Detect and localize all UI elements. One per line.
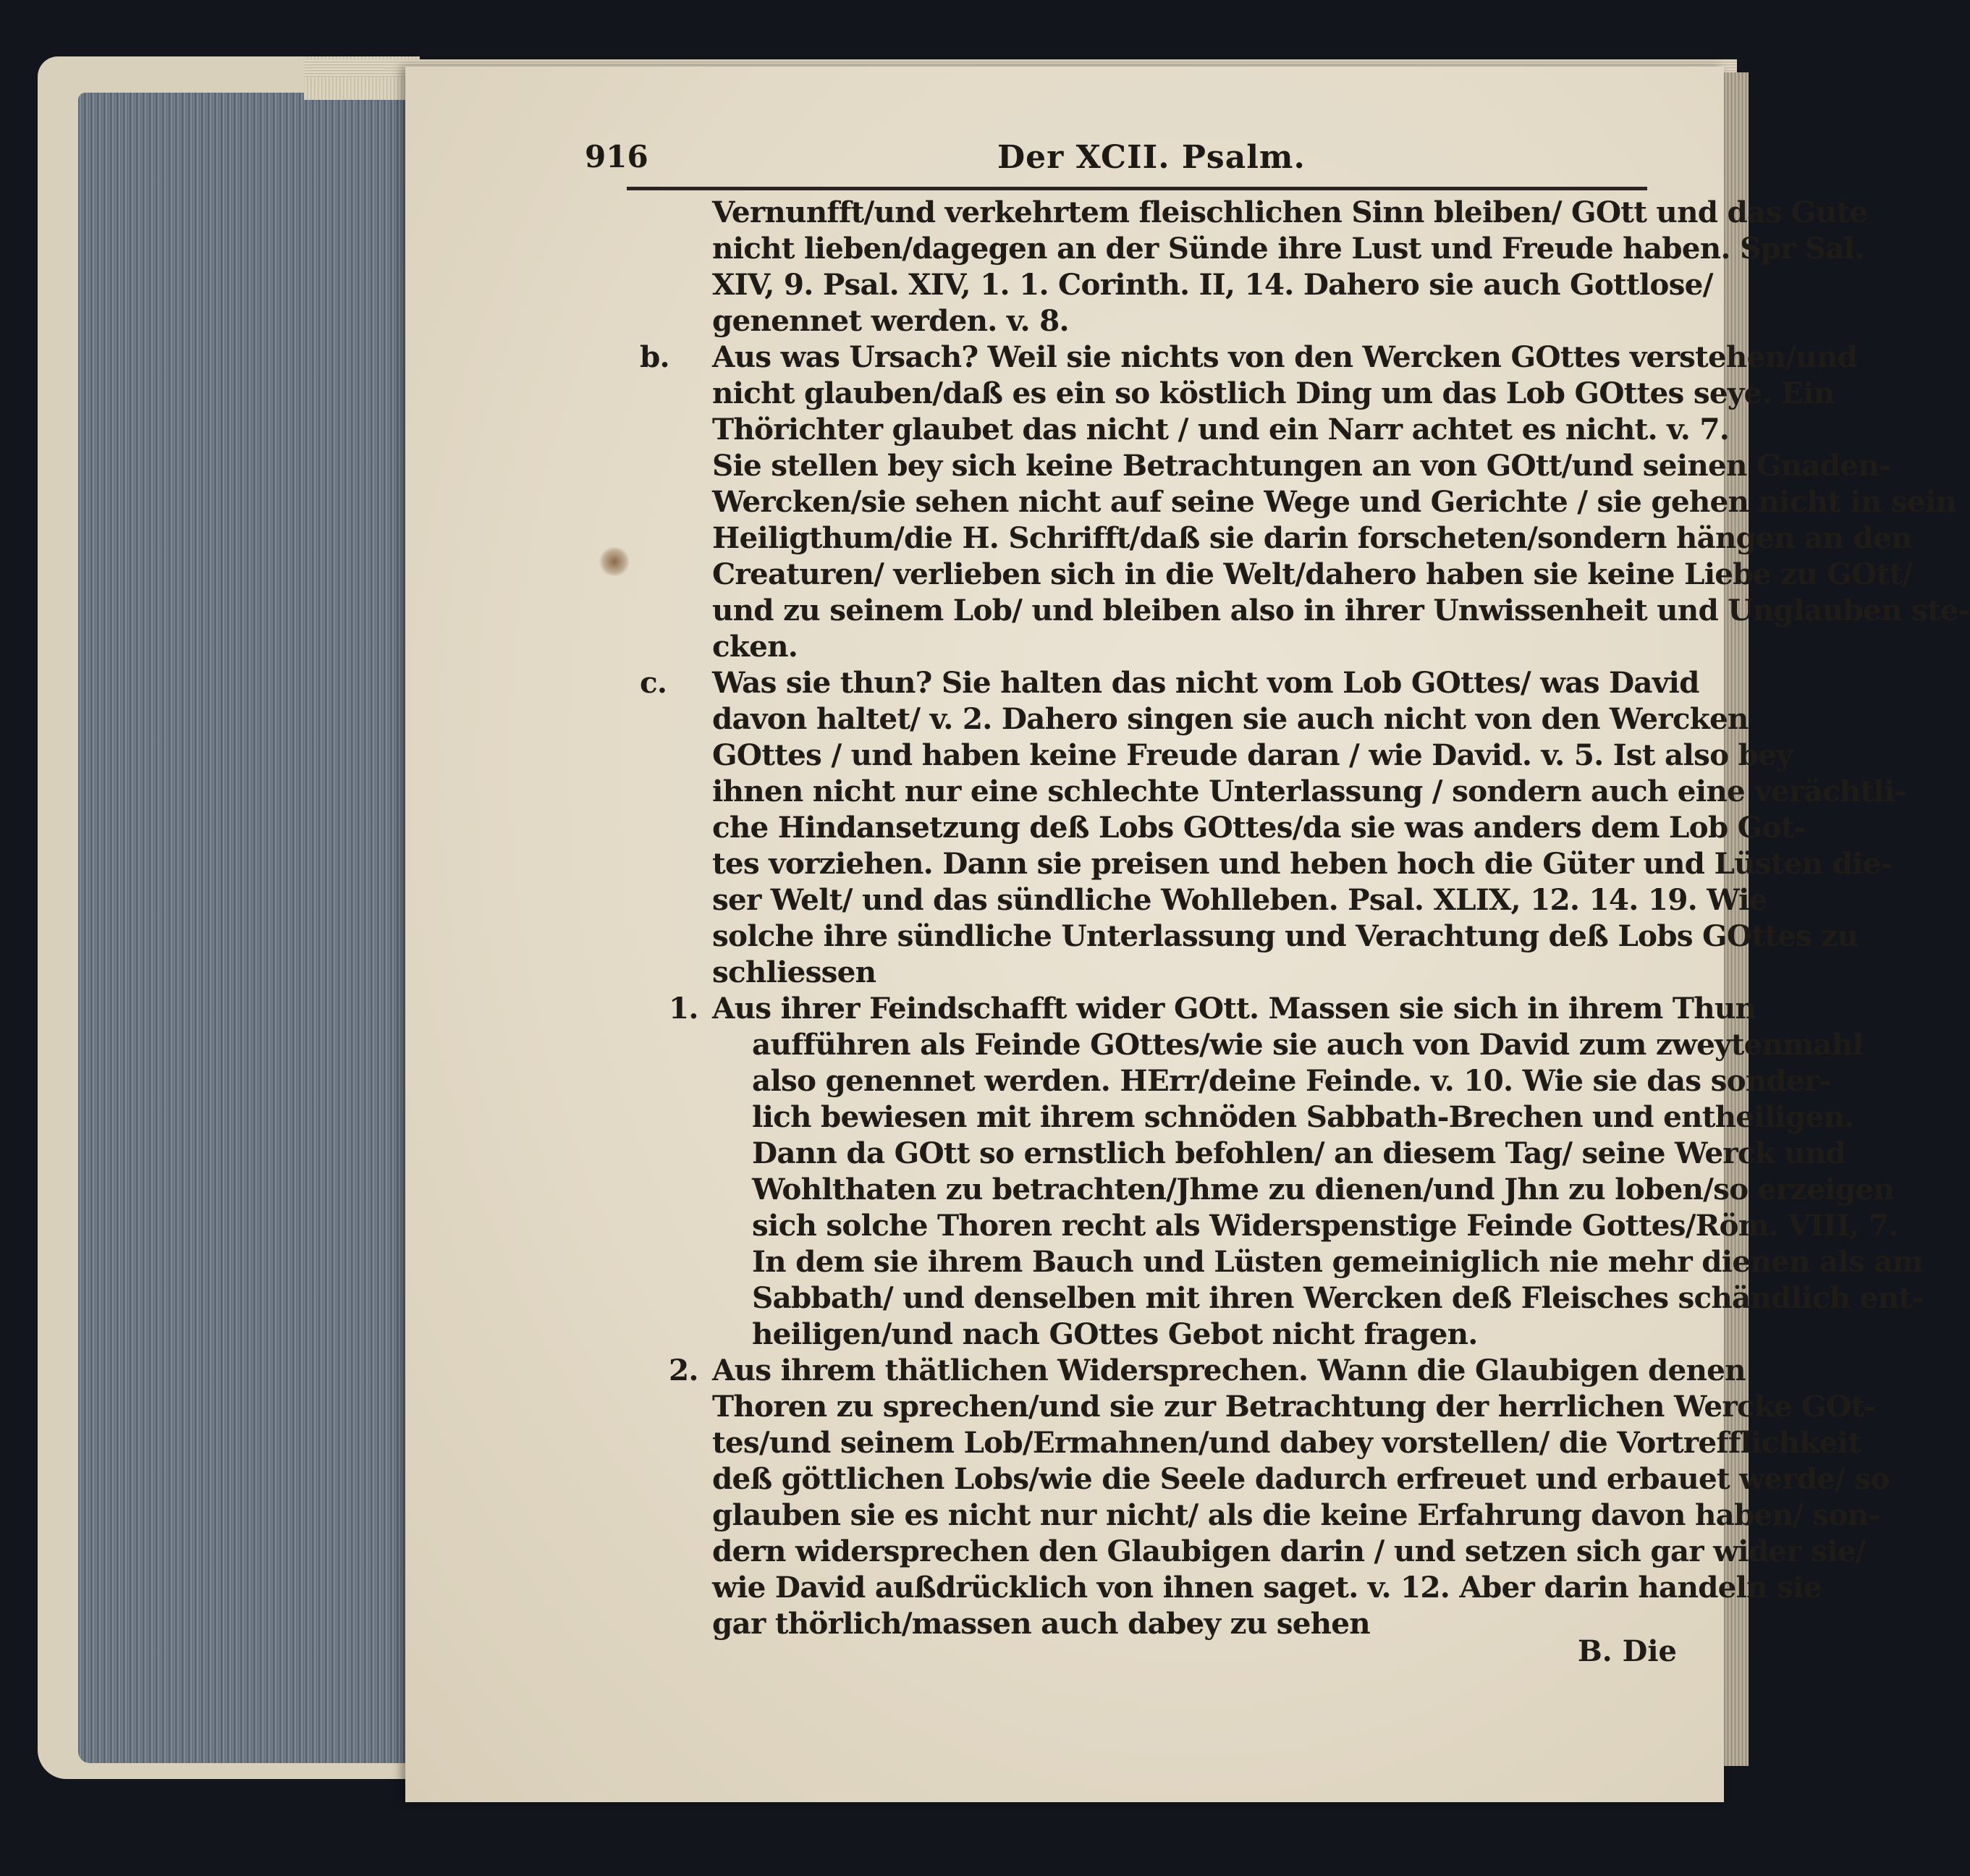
text-line: also genennet werden. HErr/deine Feinde. v. 10. Wie sie das sonder- — [752, 1063, 1831, 1098]
text-line: davon haltet/ v. 2. Dahero singen sie auch nicht von den Wercken — [712, 701, 1749, 736]
marker-b: b. — [640, 339, 669, 374]
marker-2: 2. — [669, 1353, 698, 1387]
text-line: GOttes / und haben keine Freude daran / wie David. v. 5. Ist also bey — [712, 738, 1793, 772]
marker-1: 1. — [669, 991, 698, 1026]
text-line: Was sie thun? Sie halten das nicht vom Lob GOttes/ was David — [712, 665, 1699, 700]
text-line: deß göttlichen Lobs/wie die Seele dadurch erfreuet und erbauet werde/ so — [712, 1461, 1890, 1496]
text-line: Creaturen/ verlieben sich in die Welt/dahero haben sie keine Liebe zu GOtt/ — [712, 557, 1913, 591]
text-line: tes/und seinem Lob/Ermahnen/und dabey vorstellen/ die Vortrefflichkeit — [712, 1425, 1861, 1460]
marker-c: c. — [640, 665, 667, 700]
section-c — [640, 664, 1699, 701]
text-line: schliessen — [712, 955, 876, 989]
text-line: Aus ihrer Feindschafft wider GOtt. Massen sie sich in ihrem Thun — [712, 991, 1756, 1026]
text-line: glauben sie es nicht nur nicht/ als die keine Erfahrung davon haben/ son- — [712, 1497, 1880, 1532]
paper-stain — [598, 547, 631, 576]
text-line: cken. — [712, 629, 798, 664]
section-b — [640, 339, 1857, 375]
text-line: Vernunfft/und verkehrtem fleischlichen Sinn bleiben/ GOtt und das Gute — [712, 195, 1868, 229]
section-2 — [640, 1352, 1746, 1388]
text-line: Thoren zu sprechen/und sie zur Betrachtung der herrlichen Wercke GOt- — [712, 1389, 1876, 1424]
text-line: In dem sie ihrem Bauch und Lüsten gemeiniglich nie mehr dienen als am — [752, 1244, 1923, 1279]
text-line: nicht glauben/daß es ein so köstlich Ding um das Lob GOttes seye. Ein — [712, 376, 1835, 410]
page-number: 916 — [585, 139, 648, 174]
text-line: Aus was Ursach? Weil sie nichts von den Wercken GOttes verstehen/und — [712, 339, 1857, 374]
running-title: Der XCII. Psalm. — [997, 139, 1306, 176]
text-line: Heiligthum/die H. Schrifft/daß sie darin forscheten/sondern hängen an den — [712, 520, 1912, 555]
text-line: ihnen nicht nur eine schlechte Unterlassung / sondern auch eine verächtli- — [712, 774, 1906, 808]
text-line: wie David außdrücklich von ihnen saget. v. 12. Aber darin handeln sie — [712, 1570, 1822, 1605]
body-text — [640, 194, 1970, 1642]
text-line: heiligen/und nach GOttes Gebot nicht fragen. — [752, 1317, 1478, 1351]
text-line: Dann da GOtt so ernstlich befohlen/ an diesem Tag/ seine Werck und — [752, 1136, 1846, 1170]
text-line: Wohlthaten zu betrachten/Jhme zu dienen/und Jhn zu loben/so erzeigen — [752, 1172, 1894, 1207]
text-line: tes vorziehen. Dann sie preisen und heben hoch die Güter und Lüsten die- — [712, 846, 1893, 881]
text-line: aufführen als Feinde GOttes/wie sie auch von David zum zweytenmahl — [752, 1027, 1864, 1062]
text-line: Sabbath/ und denselben mit ihren Wercken deß Fleisches schändlich ent- — [752, 1280, 1924, 1315]
text-line: Thörichter glaubet das nicht / und ein Narr achtet es nicht. v. 7. — [712, 412, 1730, 447]
text-line: gar thörlich/massen auch dabey zu sehen — [712, 1606, 1370, 1641]
text-line: dern widersprechen den Glaubigen darin / und setzen sich gar wider sie/ — [712, 1534, 1866, 1568]
page-header — [585, 139, 1649, 182]
text-line: ser Welt/ und das sündliche Wohlleben. Psal. XLIX, 12. 14. 19. Wie — [712, 882, 1767, 917]
catchword: B. Die — [1578, 1634, 1677, 1668]
text-line: Sie stellen bey sich keine Betrachtungen an von GOtt/und seinen Gnaden- — [712, 448, 1890, 483]
page-edges — [78, 93, 407, 1763]
text-line: lich bewiesen mit ihrem schnöden Sabbath-Brechen und entheiligen. — [752, 1099, 1854, 1134]
header-rule — [627, 187, 1647, 190]
text-line: und zu seinem Lob/ und bleiben also in ihrer Unwissenheit und Unglauben ste- — [712, 593, 1970, 628]
section-1 — [640, 990, 1756, 1026]
text-line: che Hindansetzung deß Lobs GOttes/da sie was anders dem Lob Got- — [712, 810, 1806, 845]
text-line: nicht lieben/dagegen an der Sünde ihre Lust und Freude haben. Spr Sal. — [712, 231, 1864, 266]
text-line: genennet werden. v. 8. — [712, 303, 1069, 338]
text-line: sich solche Thoren recht als Widerspenstige Feinde Gottes/Röm. VIII, 7. — [752, 1208, 1898, 1243]
text-line: solche ihre sündliche Unterlassung und Verachtung deß Lobs GOttes zu — [712, 918, 1859, 953]
text-line: Wercken/sie sehen nicht auf seine Wege und Gerichte / sie gehen nicht in sein — [712, 484, 1957, 519]
text-line: Aus ihrem thätlichen Widersprechen. Wann die Glaubigen denen — [712, 1353, 1746, 1387]
text-line: XIV, 9. Psal. XIV, 1. 1. Corinth. II, 14. Dahero sie auch Gottlose/ — [712, 267, 1713, 302]
